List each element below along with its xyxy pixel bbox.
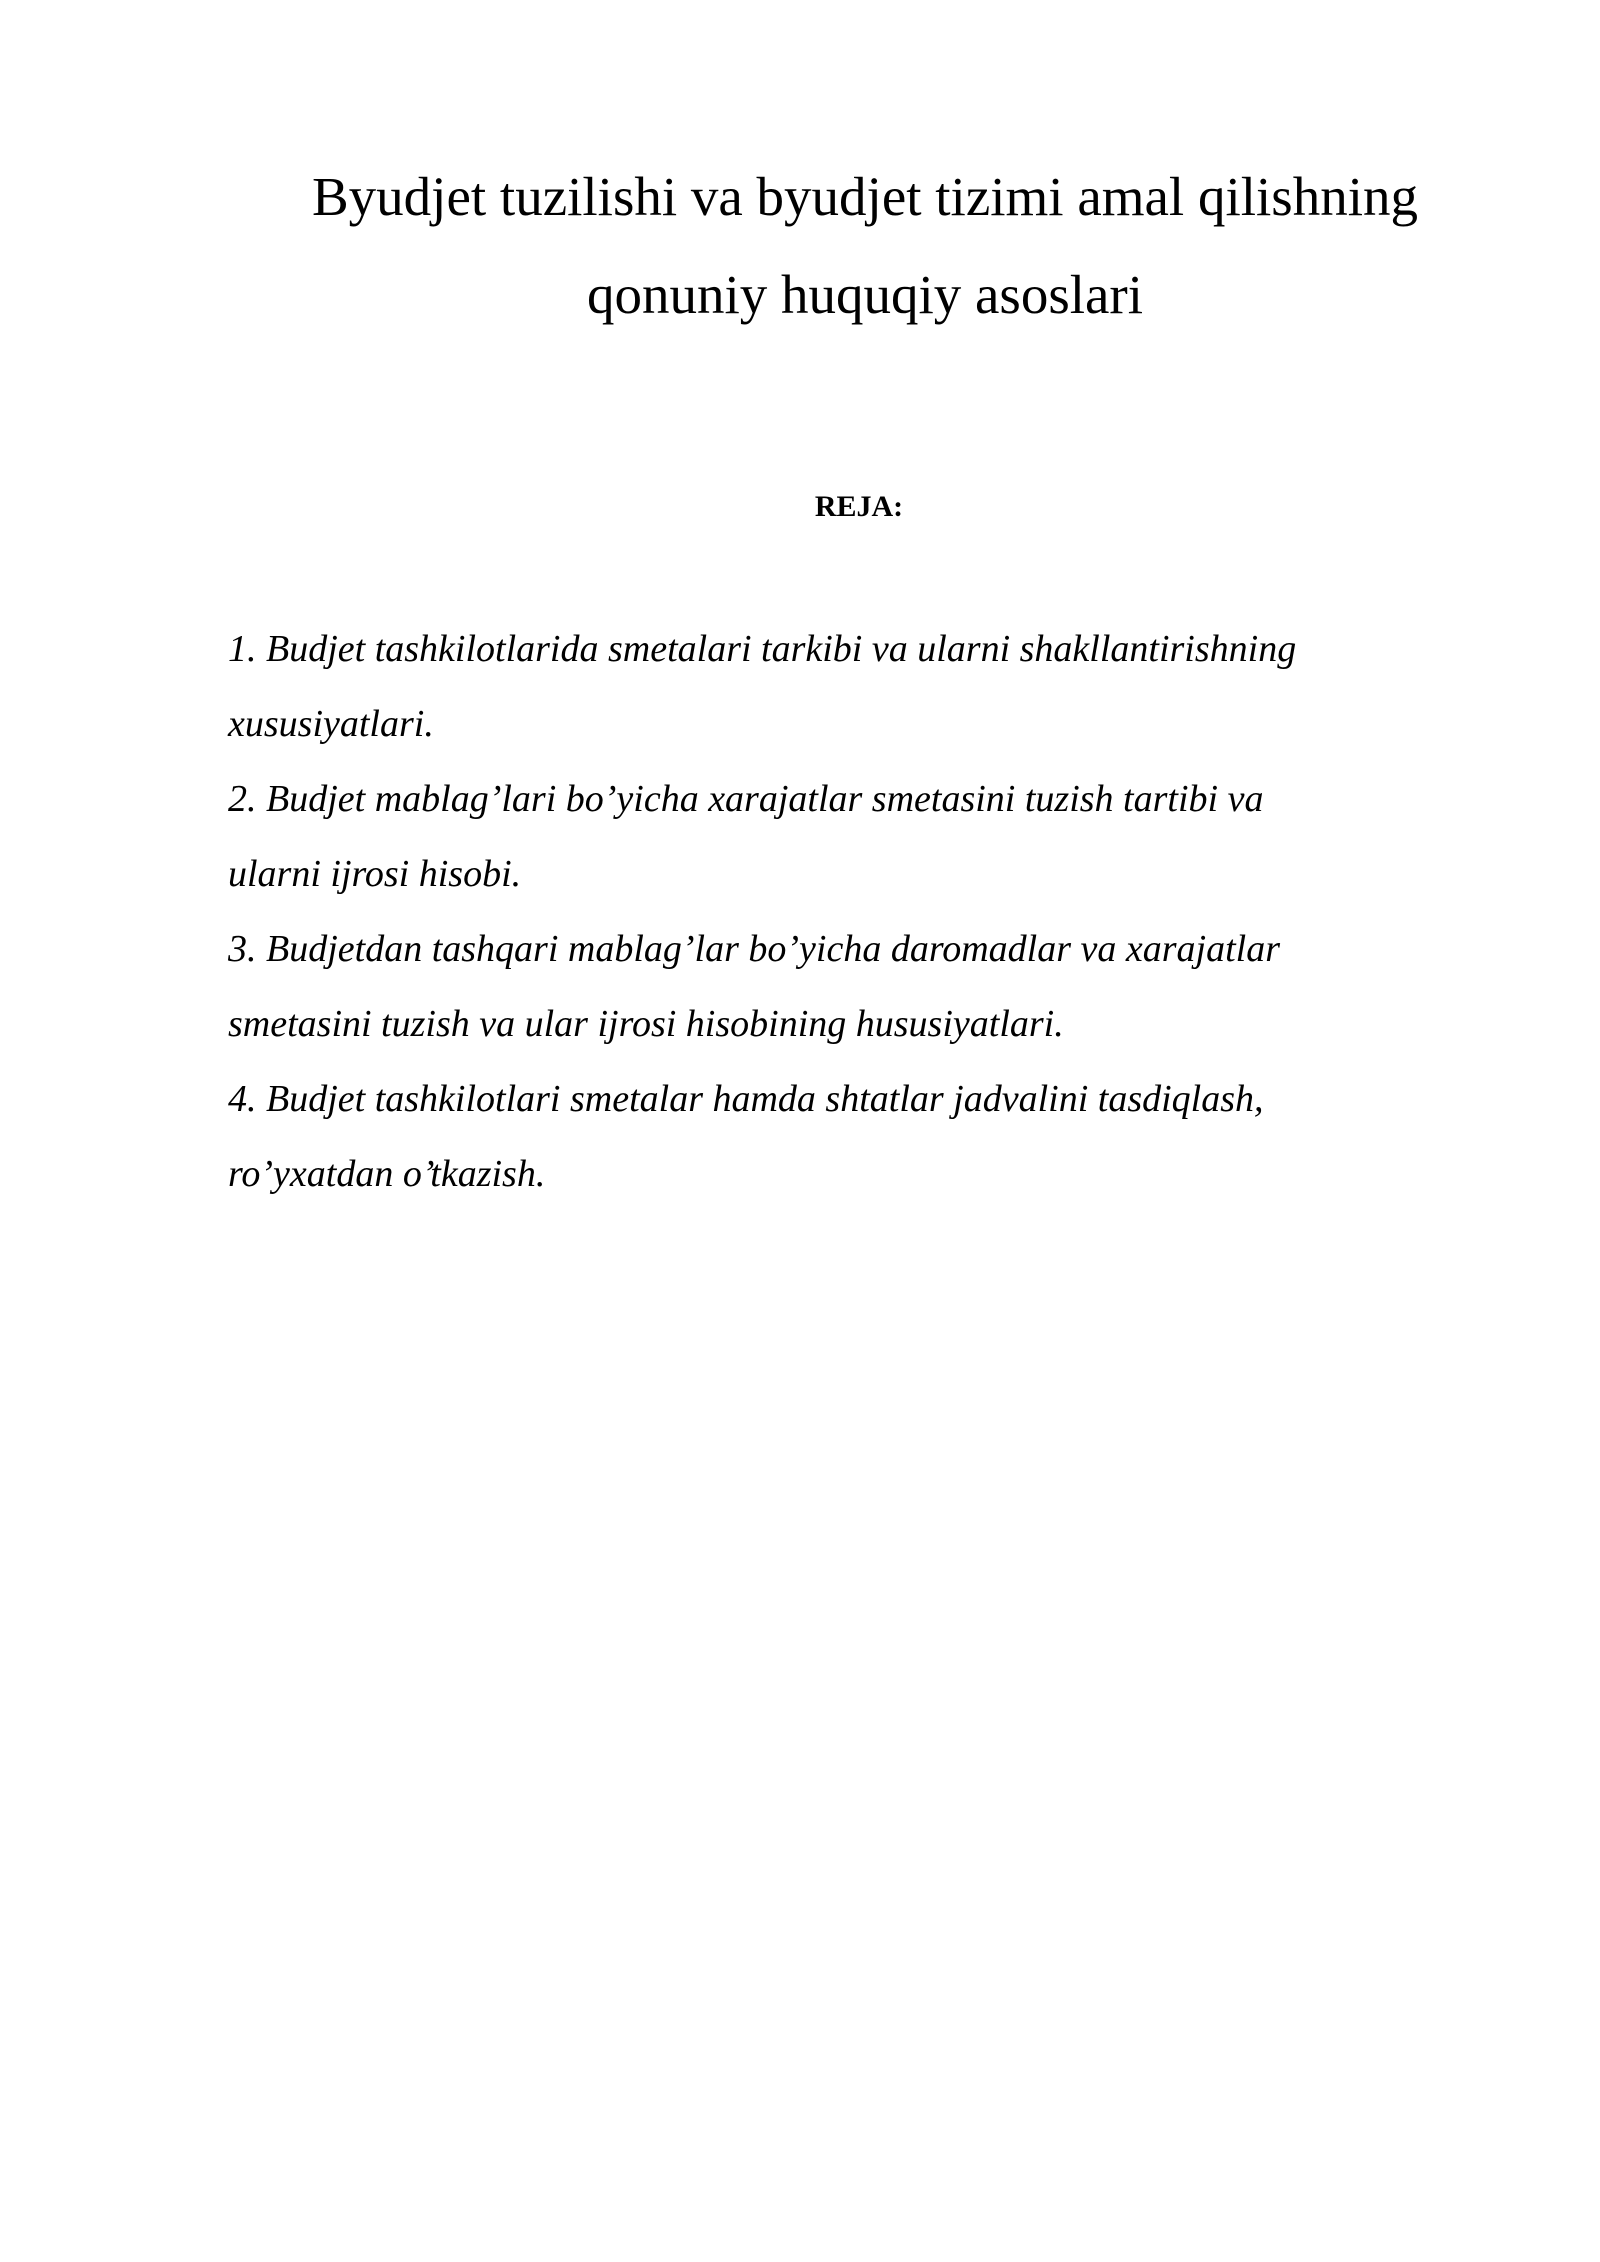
plan-item-line: ularni ijrosi hisobi.	[228, 853, 522, 895]
plan-item	[228, 612, 1478, 762]
document-title	[240, 148, 1490, 344]
plan-item	[228, 1062, 1478, 1212]
plan-item-line: xususiyatlari.	[228, 703, 434, 745]
plan-item-line: smetasini tuzish va ular ijrosi hisobining hususiyatlari.	[228, 1003, 1064, 1045]
document-title-line-2: qonuniy huquqiy asoslari	[586, 264, 1144, 325]
plan-item-line: 1. Budjet tashkilotlarida smetalari tarkibi va ularni shakllantirishning	[228, 628, 1297, 670]
plan-item-line: ro’yxatdan o’tkazish.	[228, 1153, 546, 1195]
plan-item-line: 2. Budjet mablag’lari bo’yicha xarajatlar smetasini tuzish tartibi va	[228, 778, 1264, 820]
plan-item-line: 3. Budjetdan tashqari mablag’lar bo’yicha daromadlar va xarajatlar	[228, 928, 1280, 970]
plan-item	[228, 912, 1478, 1062]
plan-list	[228, 612, 1478, 1212]
plan-item-line: 4. Budjet tashkilotlari smetalar hamda shtatlar jadvalini tasdiqlash,	[228, 1078, 1264, 1120]
document-title-line-1: Byudjet tuzilishi va byudjet tizimi amal qilishning	[312, 166, 1418, 227]
plan-heading: REJA:	[814, 490, 904, 523]
plan-item	[228, 762, 1478, 912]
